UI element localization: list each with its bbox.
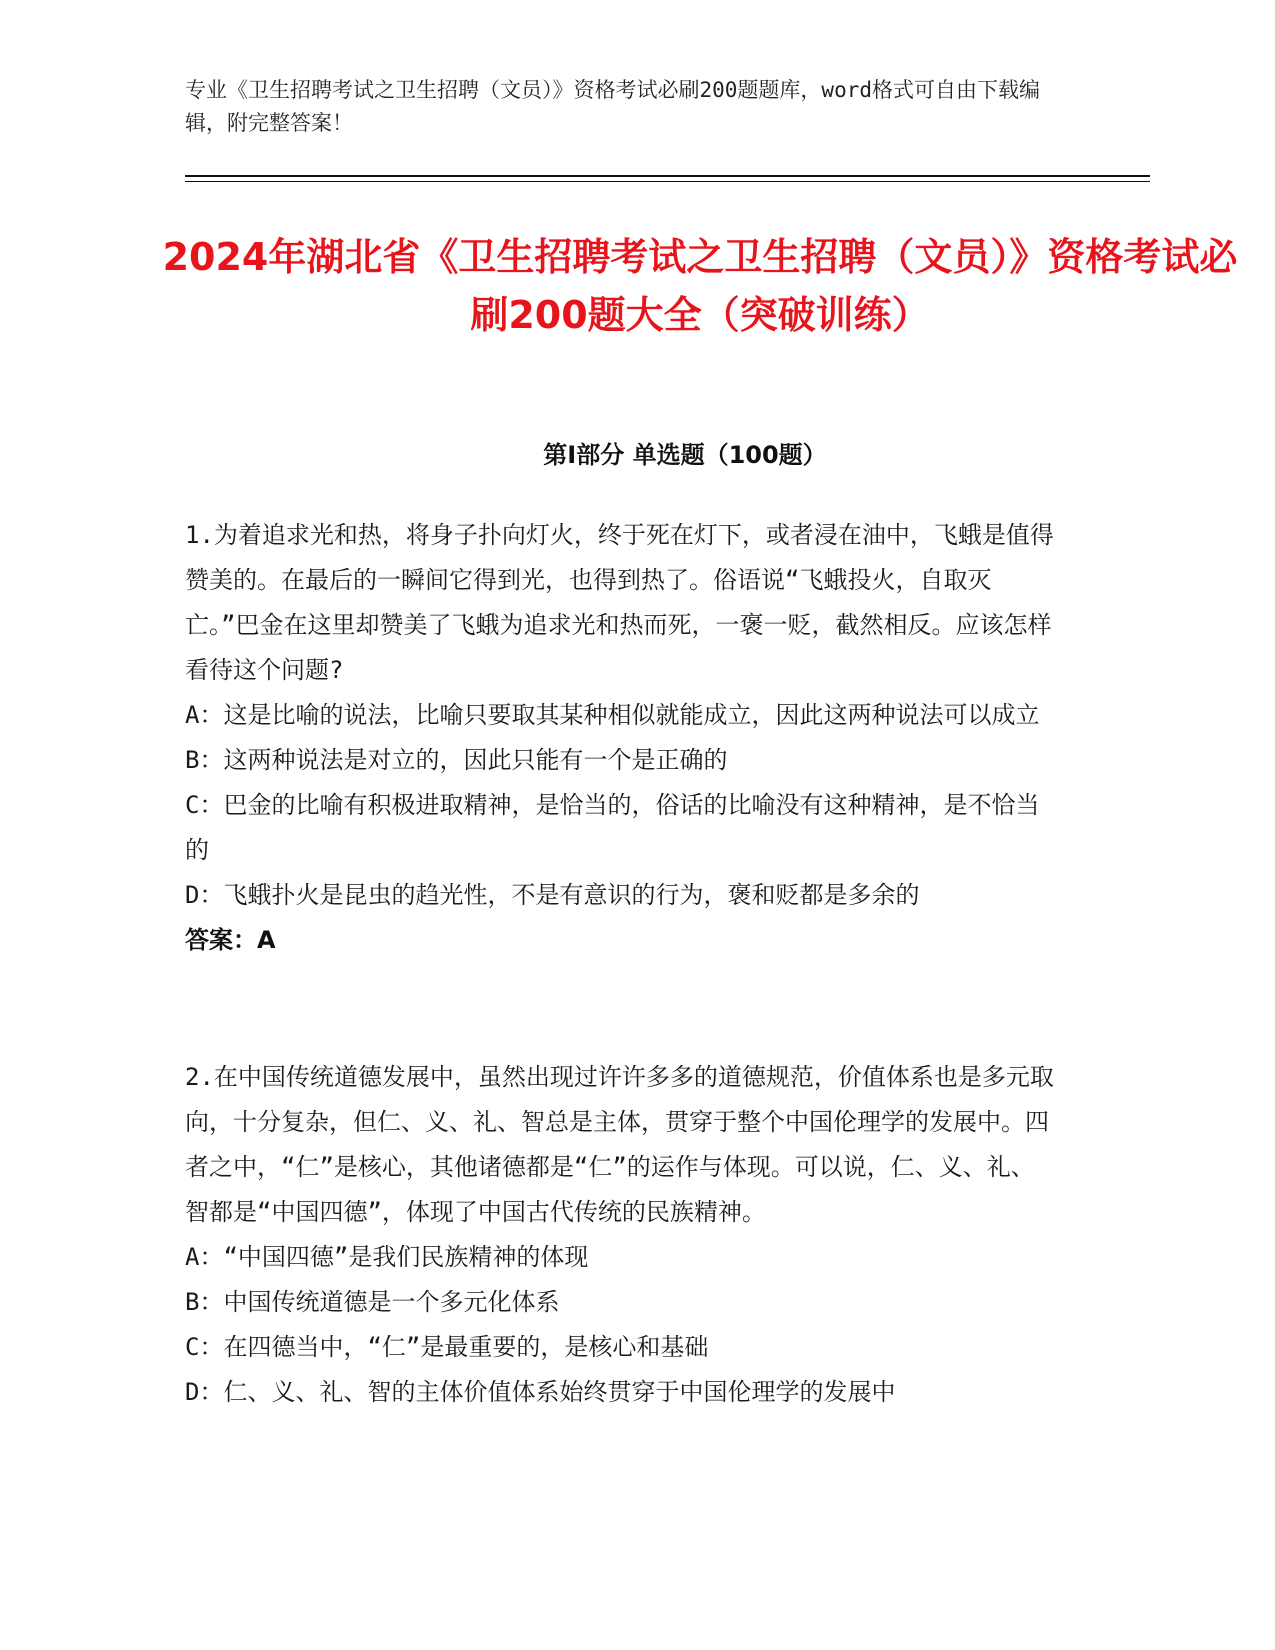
- question-2: [185, 1055, 1055, 1415]
- header-divider: [185, 175, 1150, 177]
- document-title: 2024年湖北省《卫生招聘考试之卫生招聘（文员）》资格考试必刷200题大全（突破训练）: [162, 235, 1238, 337]
- header-note: 专业《卫生招聘考试之卫生招聘（文员）》资格考试必刷200题题库，word格式可自由下载编辑，附完整答案！: [185, 78, 1040, 135]
- question-1: [185, 513, 1055, 963]
- option-b: B：这两种说法是对立的，因此只能有一个是正确的: [185, 746, 728, 774]
- answer-label: 答案：A: [185, 926, 276, 954]
- option-a: A：这是比喻的说法，比喻只要取其某种相似就能成立，因此这两种说法可以成立: [185, 701, 1040, 729]
- option-d: D：飞蛾扑火是昆虫的趋光性，不是有意识的行为，褒和贬都是多余的: [185, 881, 920, 909]
- option-a: A：“中国四德”是我们民族精神的体现: [185, 1243, 589, 1271]
- question-stem: 2.在中国传统道德发展中，虽然出现过许许多多的道德规范，价值体系也是多元取向，十分复杂，但仁、义、礼、智总是主体，贯穿于整个中国伦理学的发展中。四者之中，“仁”是核心，其他诸德都是“仁”的运作与体现。可以说，仁、义、礼、智都是“中国四德”，体现了中国古代传统的民族精神。: [185, 1063, 1054, 1226]
- option-c: C：在四德当中，“仁”是最重要的，是核心和基础: [185, 1333, 709, 1361]
- question-stem: 1.为着追求光和热，将身子扑向灯火，终于死在灯下，或者浸在油中，飞蛾是值得赞美的。在最后的一瞬间它得到光，也得到热了。俗语说“飞蛾投火，自取灭亡。”巴金在这里却赞美了飞蛾为追求光和热而死，一褒一贬，截然相反。应该怎样看待这个问题?: [185, 521, 1054, 684]
- option-d: D：仁、义、礼、智的主体价值体系始终贯穿于中国伦理学的发展中: [185, 1378, 896, 1406]
- section-heading: 第I部分 单选题（100题）: [543, 441, 827, 469]
- option-b: B：中国传统道德是一个多元化体系: [185, 1288, 560, 1316]
- option-c: C：巴金的比喻有积极进取精神，是恰当的，俗话的比喻没有这种精神，是不恰当的: [185, 791, 1040, 864]
- header-divider-thin: [185, 181, 1150, 182]
